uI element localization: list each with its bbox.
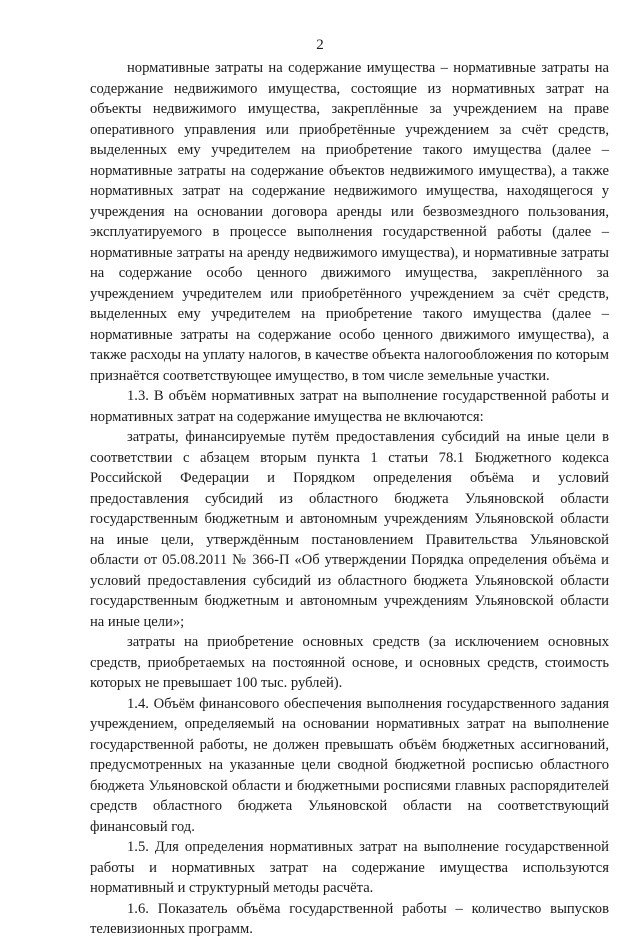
page-number: 2 <box>316 37 324 53</box>
paragraph-fixed-assets: затраты на приобретение основных средств (за исключением основных средств, приобретаемых на постоянной основе, и основных средств, стоимость которых не превышает 100 тыс. рублей). <box>90 634 609 691</box>
paragraph-1-3: 1.3. В объём нормативных затрат на выполнение государственной работы и нормативных затрат на содержание имущества не включаются: <box>90 388 609 425</box>
paragraph-1-5: 1.5. Для определения нормативных затрат на выполнение государственной работы и нормативных затрат на содержание имущества используются нормативный и структурный методы расчёта. <box>90 839 609 896</box>
document-body <box>90 58 609 940</box>
paragraph-1-6: 1.6. Показатель объёма государственной работы – количество выпусков телевизионных программ. <box>90 900 609 937</box>
paragraph-subsidy-costs: затраты, финансируемые путём предоставления субсидий на иные цели в соответствии с абзацем вторым пункта 1 статьи 78.1 Бюджетного кодекса Российской Федерации и Порядком определения объёма и условий предоставления субсидий из областного бюджета Ульяновской области государственным бюджетным и автономным учреждениям Ульяновской области на иные цели, утверждённым постановлением Правительства Ульяновской области от 05.08.2011 № 366-П «Об утверждении Порядка определения объёма и условий предоставления субсидий из областного бюджета Ульяновской области государственным бюджетным и автономным учреждениям Ульяновской области на иные цели»; <box>90 429 609 630</box>
paragraph-property-costs: нормативные затраты на содержание имущества – нормативные затраты на содержание недвижимого имущества, состоящие из нормативных затрат на объекты недвижимого имущества, закреплённые за учреждением на праве оперативного управления или приобретённые учреждением за счёт средств, выделенных ему учредителем на приобретение такого имущества (далее – нормативные затраты на содержание объектов недвижимого имущества), а также нормативных затрат на содержание недвижимого имущества, находящегося у учреждения на основании договора аренды или безвозмездного пользования, эксплуатируемого в процессе выполнения государственной работы (далее – нормативные затраты на аренду недвижимого имущества), и нормативные затраты на содержание особо ценного движимого имущества, закреплённого за учреждением учредителем или приобретённого учреждением за счёт средств, выделенных ему учредителем на приобретение такого имущества (далее – нормативные затраты на содержание особо ценного движимого имущества), а также расходы на уплату налогов, в качестве объекта налогообложения по которым признаётся соответствующее имущество, в том числе земельные участки. <box>90 60 609 384</box>
paragraph-1-4: 1.4. Объём финансового обеспечения выполнения государственного задания учреждением, определяемый на основании нормативных затрат на выполнение государственной работы, не должен превышать объём бюджетных ассигнований, предусмотренных на указанные цели сводной бюджетной росписью областного бюджета Ульяновской области и бюджетными росписями главных распорядителей средств областного бюджета Ульяновской области на соответствующий финансовый год. <box>90 695 609 835</box>
